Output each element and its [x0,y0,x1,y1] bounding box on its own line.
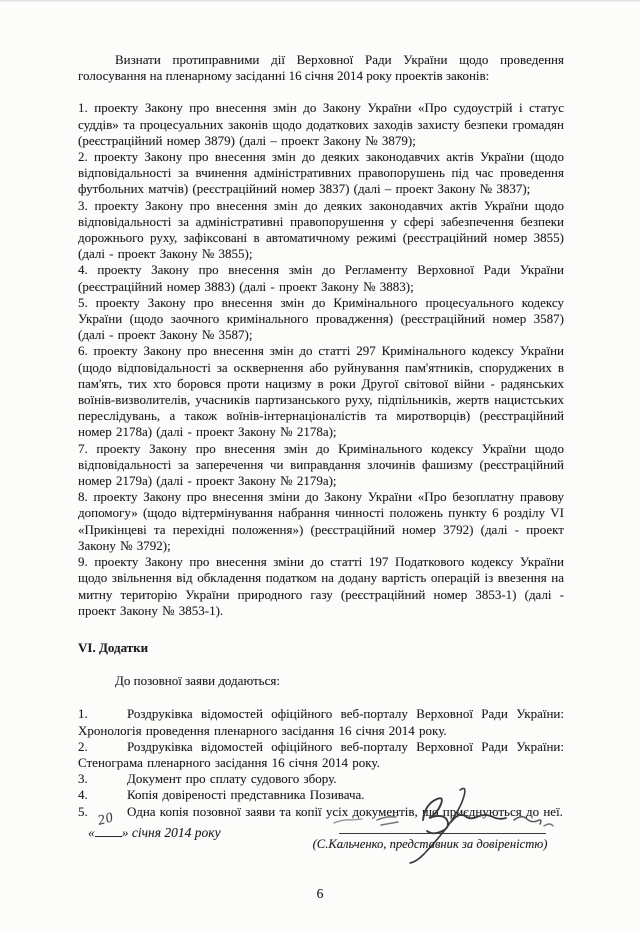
attachment-item [78,771,564,787]
law-project-item: 7. проекту Закону про внесення змін до Кримінального кодексу України щодо відповідальності за заперечення чи виправдання злочинів фашизму (реєстраційний номер 2179а) (далі - проект Закону № 2179а); [78,440,564,489]
attachment-text: Копія довіреності представника Позивача. [127,787,365,803]
date-blank-underline [95,810,122,837]
handwritten-day: 20 [96,810,116,829]
annex-intro: До позовної заяви додаються: [115,673,280,689]
law-projects-list [78,100,564,619]
date-line [88,810,221,841]
attachment-item [78,739,564,771]
signature-line [339,833,546,834]
attachment-number: 1. [78,706,88,722]
attachment-text: Роздруківка відомостей офіційного веб-порталу Верховної Ради України: Стенограма пленарного засідання 16 січня 2014 року. [78,738,564,770]
attachment-number: 2. [78,738,88,754]
attachment-number: 4. [78,787,88,803]
annex-heading: VI. Додатки [78,639,149,655]
attachment-item [78,706,564,738]
page-number: 6 [316,886,324,901]
intro-paragraph: Визнати протиправними дії Верховної Ради України щодо проведення голосування на пленарному засіданні 16 січня 2014 року проектів законів: [78,52,564,84]
law-project-item: 9. проекту Закону про внесення зміни до статті 197 Податкового кодексу України щодо звільнення від обкладення податком на додану вартість операцій із ввезення на митну територію України природного газу (реєстраційний номер 3853-1) (далі - проект Закону № 3853-1). [78,554,564,618]
law-project-item: 3. проекту Закону про внесення змін до деяких законодавчих актів України щодо відповідальності за адміністративні правопорушення у сфері забезпечення безпеки дорожнього руху, зафіксовані в автоматичному режимі (реєстраційний номер 3855) (далі - проект Закону № 3855); [78,197,564,262]
date-open-quote: « [88,825,95,840]
law-project-item: 1. проекту Закону про внесення змін до Закону України «Про судоустрій і статус суддів» та процесуальних законів щодо додаткових заходів захисту безпеки громадян (реєстраційний номер 3879) (далі – проект Закону № 3879); [78,100,564,148]
attachment-number: 5. [78,803,88,819]
attachment-text: Роздруківка відомостей офіційного веб-порталу Верховної Ради України: Хронологія проведення пленарного засідання 16 січня 2014 року. [78,706,564,738]
law-project-item: 6. проекту Закону про внесення змін до статті 297 Кримінального кодексу України (щодо відповідальності за осквернення або руйнування пам'ятників, споруджених в пам'ять, тих хто боровся проти нацизму в роки Другої світової війни - радянських воїнів-визволителів, учасників партизанського руху, підпільників, жертв нацистських переслідувань, а також воїнів-інтернаціоналістів та миротворців) (реєстраційний номер 2178а) (далі - проект Закону № 2178а); [78,343,564,440]
signature-caption: (С.Кальченко, представник за довіреністю) [312,837,548,851]
signature-scrawl-icon [330,786,562,864]
law-project-item: 4. проекту Закону про внесення змін до Регламенту Верховної Ради України (реєстраційний номер 3883) (далі - проект Закону № 3883); [78,262,564,294]
law-project-item: 5. проекту Закону про внесення змін до Кримінального процесуального кодексу України (щодо заочного кримінального провадження) (реєстраційний номер 3587) (далі - проект Закону № 3587); [78,294,564,343]
law-project-item: 2. проекту Закону про внесення змін до деяких законодавчих актів України (щодо відповідальності за вчинення адміністративних правопорушень під час проведення футбольних матчів) (реєстраційний номер 3837) (далі – проект Закону № 3837); [78,149,564,197]
law-project-item: 8. проекту Закону про внесення зміни до Закону України «Про безоплатну правову допомогу» (щодо відтермінування набрання чинності положень пункту 6 розділу VI «Прикінцеві та перехідні положення») (реєстраційний номер 3792) (далі - проект Закону № 3792); [78,489,564,553]
attachment-text: Одна копія позовної заяви та копії усіх документів, що приєднуються до неї. [127,803,563,819]
attachment-number: 3. [78,771,88,787]
document-body [78,52,564,820]
date-rest: » січня 2014 року [121,825,221,840]
attachment-text: Документ про сплату судового збору. [127,771,337,787]
